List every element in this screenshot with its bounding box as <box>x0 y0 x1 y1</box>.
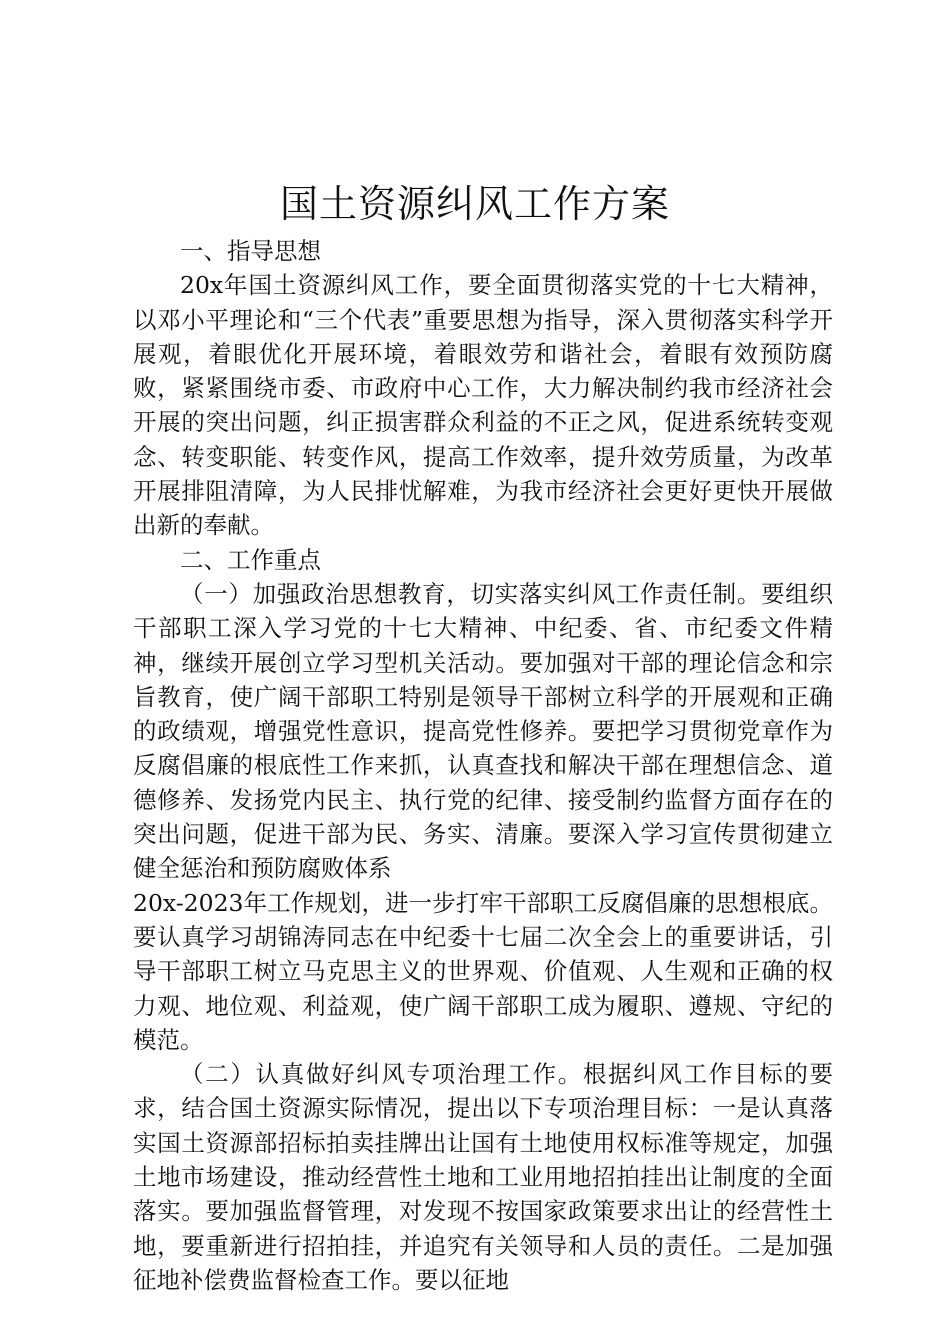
document-body <box>133 234 833 1297</box>
paragraph-work-plan: 20x-2023年工作规划，进一步打牢干部职工反腐倡廉的思想根底。要认真学习胡锦涛同志在中纪委十七届二次全会上的重要讲话，引导干部职工树立马克思主义的世界观、价值观、人生观和正确的权力观、地位观、利益观，使广阔干部职工成为履职、遵规、守纪的模范。 <box>133 888 833 1054</box>
paragraph-guiding-thought: 20x年国土资源纠风工作，要全面贯彻落实党的十七大精神，以邓小平理论和“三个代表”重要思想为指导，深入贯彻落实科学开展观，着眼优化开展环境，着眼效劳和谐社会，着眼有效预防腐败，紧紧围绕市委、市政府中心工作，大力解决制约我市经济社会开展的突出问题，纠正损害群众利益的不正之风，促进系统转变观念、转变职能、转变作风，提高工作效率，提升效劳质量，为改革开展排阻清障，为人民排忧解难，为我市经济社会更好更快开展做出新的奉献。 <box>133 271 833 540</box>
paragraph-special-governance: （二）认真做好纠风专项治理工作。根据纠风工作目标的要求，结合国土资源实际情况，提出以下专项治理目标：一是认真落实国土资源部招标拍卖挂牌出让国有土地使用权标准等规定，加强土地市场建设，推动经营性土地和工业用地招拍挂出让制度的全面落实。要加强监督管理，对发现不按国家政策要求出让的经营性土地，要重新进行招拍挂，并追究有关领导和人员的责任。二是加强征地补偿费监督检查工作。要以征地 <box>133 1060 833 1294</box>
document-title: 国土资源纠风工作方案 <box>279 182 670 226</box>
section-heading-work-focus: 二、工作重点 <box>180 545 321 574</box>
paragraph-political-education: （一）加强政治思想教育，切实落实纠风工作责任制。要组织干部职工深入学习党的十七大精神、中纪委、省、市纪委文件精神，继续开展创立学习型机关活动。要加强对干部的理论信念和宗旨教育，使广阔干部职工特别是领导干部树立科学的开展观和正确的政绩观，增强党性意识，提高党性修养。要把学习贯彻党章作为反腐倡廉的根底性工作来抓，认真查找和解决干部在理想信念、道德修养、发扬党内民主、执行党的纪律、接受制约监督方面存在的突出问题，促进干部为民、务实、清廉。要深入学习宣传贯彻建立健全惩治和预防腐败体系 <box>133 579 833 883</box>
section-heading-guiding-thought: 一、指导思想 <box>180 237 321 265</box>
